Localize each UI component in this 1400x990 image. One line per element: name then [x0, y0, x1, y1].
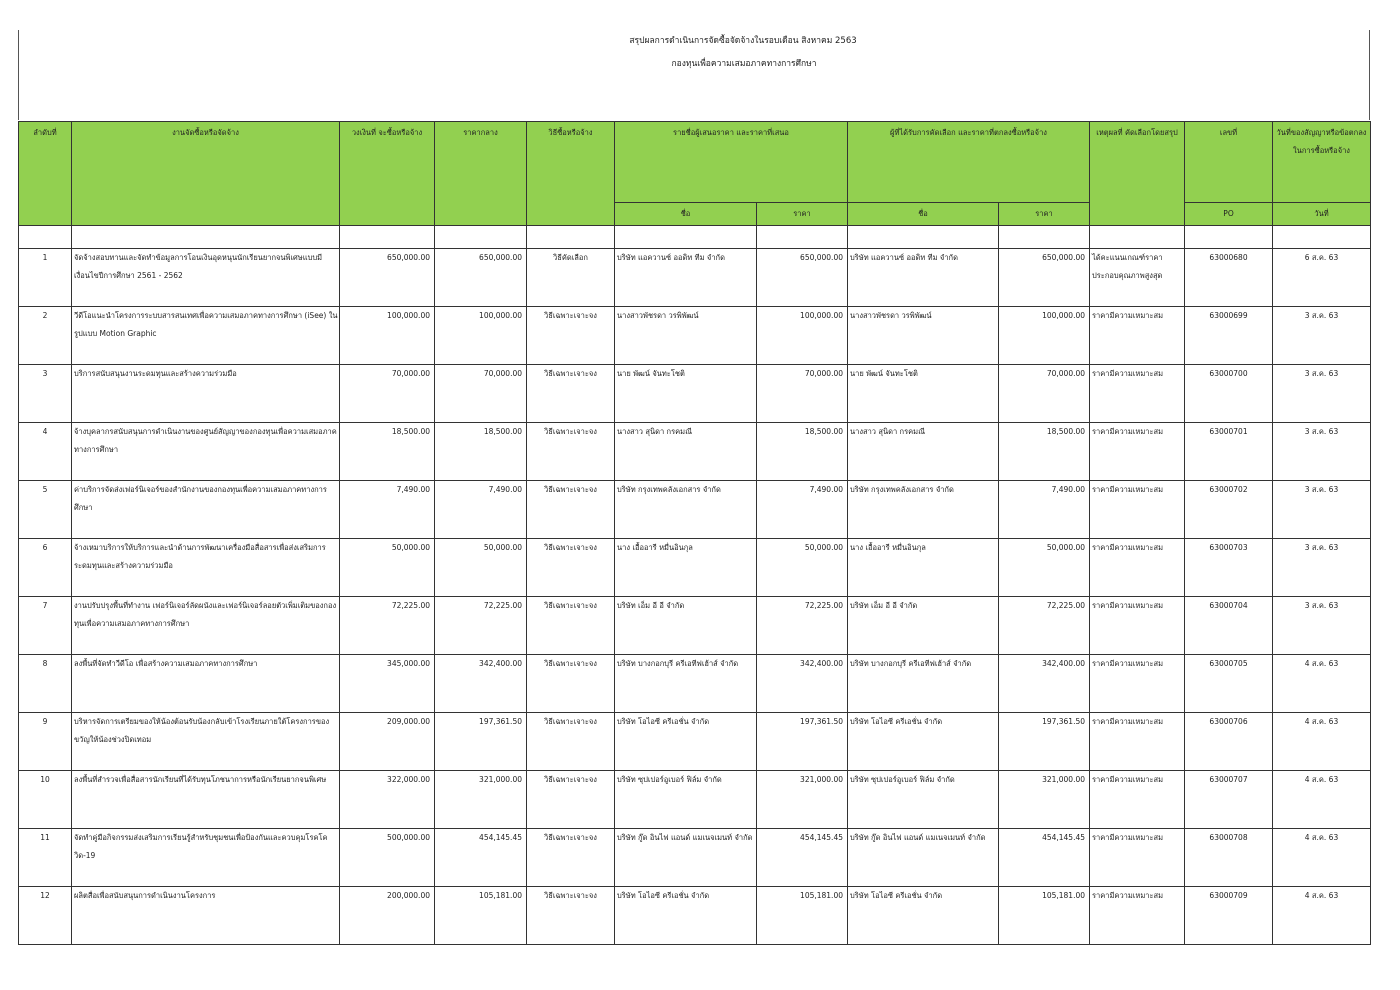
cell-reason: ราคามีความเหมาะสม — [1090, 539, 1185, 597]
col-header-contract-date: วันที่ของสัญญาหรือข้อตกลง ในการซื้อหรือจ้าง — [1273, 122, 1371, 203]
cell-bidder-price: 197,361.50 — [757, 713, 848, 771]
cell-date: 4 ส.ค. 63 — [1273, 887, 1371, 945]
cell-method: วิธีเฉพาะเจาะจง — [527, 829, 615, 887]
cell-no: 11 — [19, 829, 72, 887]
cell-winner-name: นางสาว สุนิดา กรคมณี — [848, 423, 999, 481]
cell-reason: ราคามีความเหมาะสม — [1090, 481, 1185, 539]
cell-no: 8 — [19, 655, 72, 713]
cell-winner-name: บริษัท ซุปเปอร์อูเบอร์ ฟิล์ม จำกัด — [848, 771, 999, 829]
table-row — [19, 713, 1371, 771]
col-header-winner-price: ราคา — [999, 203, 1090, 226]
cell-no: 5 — [19, 481, 72, 539]
cell-date: 3 ส.ค. 63 — [1273, 539, 1371, 597]
table-row — [19, 423, 1371, 481]
cell-budget: 650,000.00 — [340, 249, 435, 307]
cell-item: ลงพื้นที่สำรวจเพื่อสื่อสารนักเรียนที่ได้รับทุนโภชนาการหรือนักเรียนยากจนพิเศษ — [72, 771, 340, 829]
cell-reason: ราคามีความเหมาะสม — [1090, 365, 1185, 423]
cell-bidder-price: 454,145.45 — [757, 829, 848, 887]
cell-po: 63000702 — [1185, 481, 1273, 539]
cell-bidder-name: บริษัท กู๊ด อินไฟ แอนด์ แมเนจเมนท์ จำกัด — [615, 829, 757, 887]
cell-median-price: 321,000.00 — [435, 771, 527, 829]
cell-bidder-name: นางสาวพัชรดา วรพิพัฒน์ — [615, 307, 757, 365]
cell-winner-price: 342,400.00 — [999, 655, 1090, 713]
cell-method: วิธีเฉพาะเจาะจง — [527, 481, 615, 539]
cell-median-price: 197,361.50 — [435, 713, 527, 771]
cell-po: 63000708 — [1185, 829, 1273, 887]
cell-median-price: 18,500.00 — [435, 423, 527, 481]
cell-budget: 322,000.00 — [340, 771, 435, 829]
col-header-item: งานจัดซื้อหรือจัดจ้าง — [72, 122, 340, 226]
cell-no: 12 — [19, 887, 72, 945]
cell-winner-price: 70,000.00 — [999, 365, 1090, 423]
cell-item: ค่าบริการจัดส่งเฟอร์นิเจอร์ของสำนักงานของกองทุนเพื่อความเสมอภาคทางการศึกษา — [72, 481, 340, 539]
table-row — [19, 597, 1371, 655]
cell-bidder-price: 100,000.00 — [757, 307, 848, 365]
cell-winner-price: 454,145.45 — [999, 829, 1090, 887]
cell-method: วิธีเฉพาะเจาะจง — [527, 887, 615, 945]
cell-no: 1 — [19, 249, 72, 307]
cell-item: จ้างเหมาบริการให้บริการและนำด้านการพัฒนาเครื่องมือสื่อสารเพื่อส่งเสริมการระดมทุนและสร้างความร่วมมือ — [72, 539, 340, 597]
cell-item: จัดจ้างสอบทานและจัดทำข้อมูลการโอนเงินอุดหนุนนักเรียนยากจนพิเศษแบบมีเงื่อนไขปีการศึกษา 2561 - 2562 — [72, 249, 340, 307]
cell-no: 9 — [19, 713, 72, 771]
col-header-winner-name: ชื่อ — [848, 203, 999, 226]
cell-bidder-price: 72,225.00 — [757, 597, 848, 655]
cell-winner-name: นาย พัฒน์ จันทะโชติ — [848, 365, 999, 423]
cell-date: 3 ส.ค. 63 — [1273, 365, 1371, 423]
cell-method: วิธีเฉพาะเจาะจง — [527, 655, 615, 713]
cell-bidder-name: บริษัท โอไอซี ครีเอชั่น จำกัด — [615, 713, 757, 771]
cell-reason: ราคามีความเหมาะสม — [1090, 771, 1185, 829]
cell-no: 10 — [19, 771, 72, 829]
cell-winner-name: บริษัท เอ็ม อี อี จำกัด — [848, 597, 999, 655]
cell-bidder-name: บริษัท บางกอกบุรี ครีเอทีฟเฮ้าส์ จำกัด — [615, 655, 757, 713]
cell-date: 4 ส.ค. 63 — [1273, 713, 1371, 771]
cell-item: งานปรับปรุงพื้นที่ทำงาน เฟอร์นิเจอร์ลัดผนังและเฟอร์นิเจอร์ลอยตัวเพิ่มเติมของกองทุนเพื่อความเสมอภาคทางการศึกษา — [72, 597, 340, 655]
col-header-reason: เหตุผลที่ คัดเลือกโดยสรุป — [1090, 122, 1185, 226]
cell-po: 63000705 — [1185, 655, 1273, 713]
col-header-bidder-price: ราคา — [757, 203, 848, 226]
cell-budget: 345,000.00 — [340, 655, 435, 713]
table-row — [19, 829, 1371, 887]
cell-po: 63000709 — [1185, 887, 1273, 945]
cell-item: จ้างบุคลากรสนับสนุนการดำเนินงานของศูนย์สัญญาของกองทุนเพื่อความเสมอภาคทางการศึกษา — [72, 423, 340, 481]
cell-median-price: 100,000.00 — [435, 307, 527, 365]
cell-bidder-price: 321,000.00 — [757, 771, 848, 829]
cell-date: 4 ส.ค. 63 — [1273, 771, 1371, 829]
col-header-bidders: รายชื่อผู้เสนอราคา และราคาที่เสนอ — [615, 122, 848, 203]
cell-po: 63000706 — [1185, 713, 1273, 771]
cell-date: 3 ส.ค. 63 — [1273, 307, 1371, 365]
cell-winner-price: 197,361.50 — [999, 713, 1090, 771]
cell-winner-name: บริษัท โอไอซี ครีเอชั่น จำกัด — [848, 887, 999, 945]
cell-winner-price: 321,000.00 — [999, 771, 1090, 829]
cell-winner-name: นาง เอื้ออารี หมื่นอินกุล — [848, 539, 999, 597]
table-row — [19, 249, 1371, 307]
cell-date: 4 ส.ค. 63 — [1273, 829, 1371, 887]
col-header-method: วิธีซื้อหรือจ้าง — [527, 122, 615, 226]
cell-item: จัดทำคู่มือกิจกรรมส่งเสริมการเรียนรู้สำหรับชุมชนเพื่อป้องกันและควบคุมโรคโควิด-19 — [72, 829, 340, 887]
col-header-po: PO — [1185, 203, 1273, 226]
cell-budget: 500,000.00 — [340, 829, 435, 887]
cell-budget: 209,000.00 — [340, 713, 435, 771]
cell-bidder-name: บริษัท โอไอซี ครีเอชั่น จำกัด — [615, 887, 757, 945]
cell-bidder-name: นาง เอื้ออารี หมื่นอินกุล — [615, 539, 757, 597]
cell-bidder-price: 70,000.00 — [757, 365, 848, 423]
cell-winner-name: บริษัท แอควานซ์ ออดิท ทีม จำกัด — [848, 249, 999, 307]
cell-budget: 200,000.00 — [340, 887, 435, 945]
cell-date: 3 ส.ค. 63 — [1273, 597, 1371, 655]
cell-method: วิธีเฉพาะเจาะจง — [527, 365, 615, 423]
cell-median-price: 7,490.00 — [435, 481, 527, 539]
table-row — [19, 481, 1371, 539]
cell-winner-price: 105,181.00 — [999, 887, 1090, 945]
cell-date: 4 ส.ค. 63 — [1273, 655, 1371, 713]
cell-bidder-price: 50,000.00 — [757, 539, 848, 597]
cell-date: 3 ส.ค. 63 — [1273, 423, 1371, 481]
report-title: สรุปผลการดำเนินการจัดซื้อจัดจ้างในรอบเดือน สิงหาคม 2563 — [629, 36, 857, 46]
cell-bidder-price: 7,490.00 — [757, 481, 848, 539]
col-header-doc-no: เลขที่ — [1185, 122, 1273, 203]
cell-median-price: 454,145.45 — [435, 829, 527, 887]
cell-method: วิธีเฉพาะเจาะจง — [527, 307, 615, 365]
cell-winner-name: บริษัท กรุงเทพคลังเอกสาร จำกัด — [848, 481, 999, 539]
col-header-winner: ผู้ที่ได้รับการคัดเลือก และราคาที่ตกลงซื้อหรือจ้าง — [848, 122, 1090, 203]
cell-winner-name: บริษัท กู๊ด อินไฟ แอนด์ แมเนจเมนท์ จำกัด — [848, 829, 999, 887]
cell-bidder-price: 650,000.00 — [757, 249, 848, 307]
blank-row — [19, 226, 1371, 249]
cell-bidder-name: บริษัท ซุปเปอร์อูเบอร์ ฟิล์ม จำกัด — [615, 771, 757, 829]
cell-budget: 100,000.00 — [340, 307, 435, 365]
cell-bidder-name: บริษัท กรุงเทพคลังเอกสาร จำกัด — [615, 481, 757, 539]
cell-winner-price: 50,000.00 — [999, 539, 1090, 597]
cell-po: 63000701 — [1185, 423, 1273, 481]
cell-method: วิธีเฉพาะเจาะจง — [527, 771, 615, 829]
cell-method: วิธีเฉพาะเจาะจง — [527, 597, 615, 655]
cell-date: 3 ส.ค. 63 — [1273, 481, 1371, 539]
cell-budget: 50,000.00 — [340, 539, 435, 597]
cell-reason: ราคามีความเหมาะสม — [1090, 887, 1185, 945]
cell-median-price: 70,000.00 — [435, 365, 527, 423]
cell-no: 6 — [19, 539, 72, 597]
cell-winner-price: 7,490.00 — [999, 481, 1090, 539]
cell-median-price: 72,225.00 — [435, 597, 527, 655]
cell-reason: ราคามีความเหมาะสม — [1090, 423, 1185, 481]
cell-bidder-price: 18,500.00 — [757, 423, 848, 481]
cell-winner-price: 100,000.00 — [999, 307, 1090, 365]
col-header-bidder-name: ชื่อ — [615, 203, 757, 226]
cell-winner-price: 650,000.00 — [999, 249, 1090, 307]
cell-no: 2 — [19, 307, 72, 365]
cell-winner-price: 72,225.00 — [999, 597, 1090, 655]
cell-item: ผลิตสื่อเพื่อสนับสนุนการดำเนินงานโครงการ — [72, 887, 340, 945]
cell-bidder-price: 105,181.00 — [757, 887, 848, 945]
cell-bidder-name: นางสาว สุนิดา กรคมณี — [615, 423, 757, 481]
cell-method: วิธีคัดเลือก — [527, 249, 615, 307]
col-header-no: ลำดับที่ — [19, 122, 72, 226]
cell-reason: ราคามีความเหมาะสม — [1090, 713, 1185, 771]
cell-budget: 72,225.00 — [340, 597, 435, 655]
cell-po: 63000699 — [1185, 307, 1273, 365]
cell-winner-price: 18,500.00 — [999, 423, 1090, 481]
cell-po: 63000680 — [1185, 249, 1273, 307]
table-row — [19, 655, 1371, 713]
cell-winner-name: บริษัท โอไอซี ครีเอชั่น จำกัด — [848, 713, 999, 771]
cell-po: 63000707 — [1185, 771, 1273, 829]
cell-method: วิธีเฉพาะเจาะจง — [527, 423, 615, 481]
cell-reason: ได้คะแนนเกณฑ์ราคาประกอบคุณภาพสูงสุด — [1090, 249, 1185, 307]
cell-method: วิธีเฉพาะเจาะจง — [527, 539, 615, 597]
cell-item: ลงพื้นที่จัดทำวีดีโอ เพื่อสร้างความเสมอภาคทางการศึกษา — [72, 655, 340, 713]
cell-budget: 18,500.00 — [340, 423, 435, 481]
cell-bidder-name: บริษัท เอ็ม อี อี จำกัด — [615, 597, 757, 655]
cell-winner-name: บริษัท บางกอกบุรี ครีเอทีฟเฮ้าส์ จำกัด — [848, 655, 999, 713]
col-header-budget: วงเงินที่ จะซื้อหรือจ้าง — [340, 122, 435, 226]
cell-po: 63000704 — [1185, 597, 1273, 655]
cell-median-price: 105,181.00 — [435, 887, 527, 945]
cell-median-price: 650,000.00 — [435, 249, 527, 307]
cell-no: 7 — [19, 597, 72, 655]
cell-reason: ราคามีความเหมาะสม — [1090, 655, 1185, 713]
col-header-date: วันที่ — [1273, 203, 1371, 226]
table-row — [19, 365, 1371, 423]
cell-po: 63000700 — [1185, 365, 1273, 423]
cell-winner-name: นางสาวพัชรดา วรพิพัฒน์ — [848, 307, 999, 365]
cell-reason: ราคามีความเหมาะสม — [1090, 597, 1185, 655]
cell-po: 63000703 — [1185, 539, 1273, 597]
cell-median-price: 342,400.00 — [435, 655, 527, 713]
cell-item: บริหารจัดการเตรียมของให้น้องต้อนรับน้องกลับเข้าโรงเรียนภายใต้โครงการของขวัญให้น้องช่วงปิดเทอม — [72, 713, 340, 771]
cell-item: วีดีโอแนะนำโครงการระบบสารสนเทศเพื่อความเสมอภาคทางการศึกษา (iSee) ในรูปแบบ Motion Graphic — [72, 307, 340, 365]
table-row — [19, 307, 1371, 365]
cell-reason: ราคามีความเหมาะสม — [1090, 829, 1185, 887]
cell-median-price: 50,000.00 — [435, 539, 527, 597]
cell-item: บริการสนับสนุนงานระดมทุนและสร้างความร่วมมือ — [72, 365, 340, 423]
cell-budget: 7,490.00 — [340, 481, 435, 539]
procurement-table — [18, 121, 1371, 945]
cell-date: 6 ส.ค. 63 — [1273, 249, 1371, 307]
cell-method: วิธีเฉพาะเจาะจง — [527, 713, 615, 771]
table-row — [19, 887, 1371, 945]
table-row — [19, 771, 1371, 829]
cell-bidder-name: นาย พัฒน์ จันทะโชติ — [615, 365, 757, 423]
cell-reason: ราคามีความเหมาะสม — [1090, 307, 1185, 365]
cell-bidder-price: 342,400.00 — [757, 655, 848, 713]
cell-no: 4 — [19, 423, 72, 481]
table-row — [19, 539, 1371, 597]
agency-name: กองทุนเพื่อความเสมอภาคทางการศึกษา — [671, 59, 817, 69]
cell-bidder-name: บริษัท แอควานซ์ ออดิท ทีม จำกัด — [615, 249, 757, 307]
cell-budget: 70,000.00 — [340, 365, 435, 423]
col-header-median-price: ราคากลาง — [435, 122, 527, 226]
cell-no: 3 — [19, 365, 72, 423]
